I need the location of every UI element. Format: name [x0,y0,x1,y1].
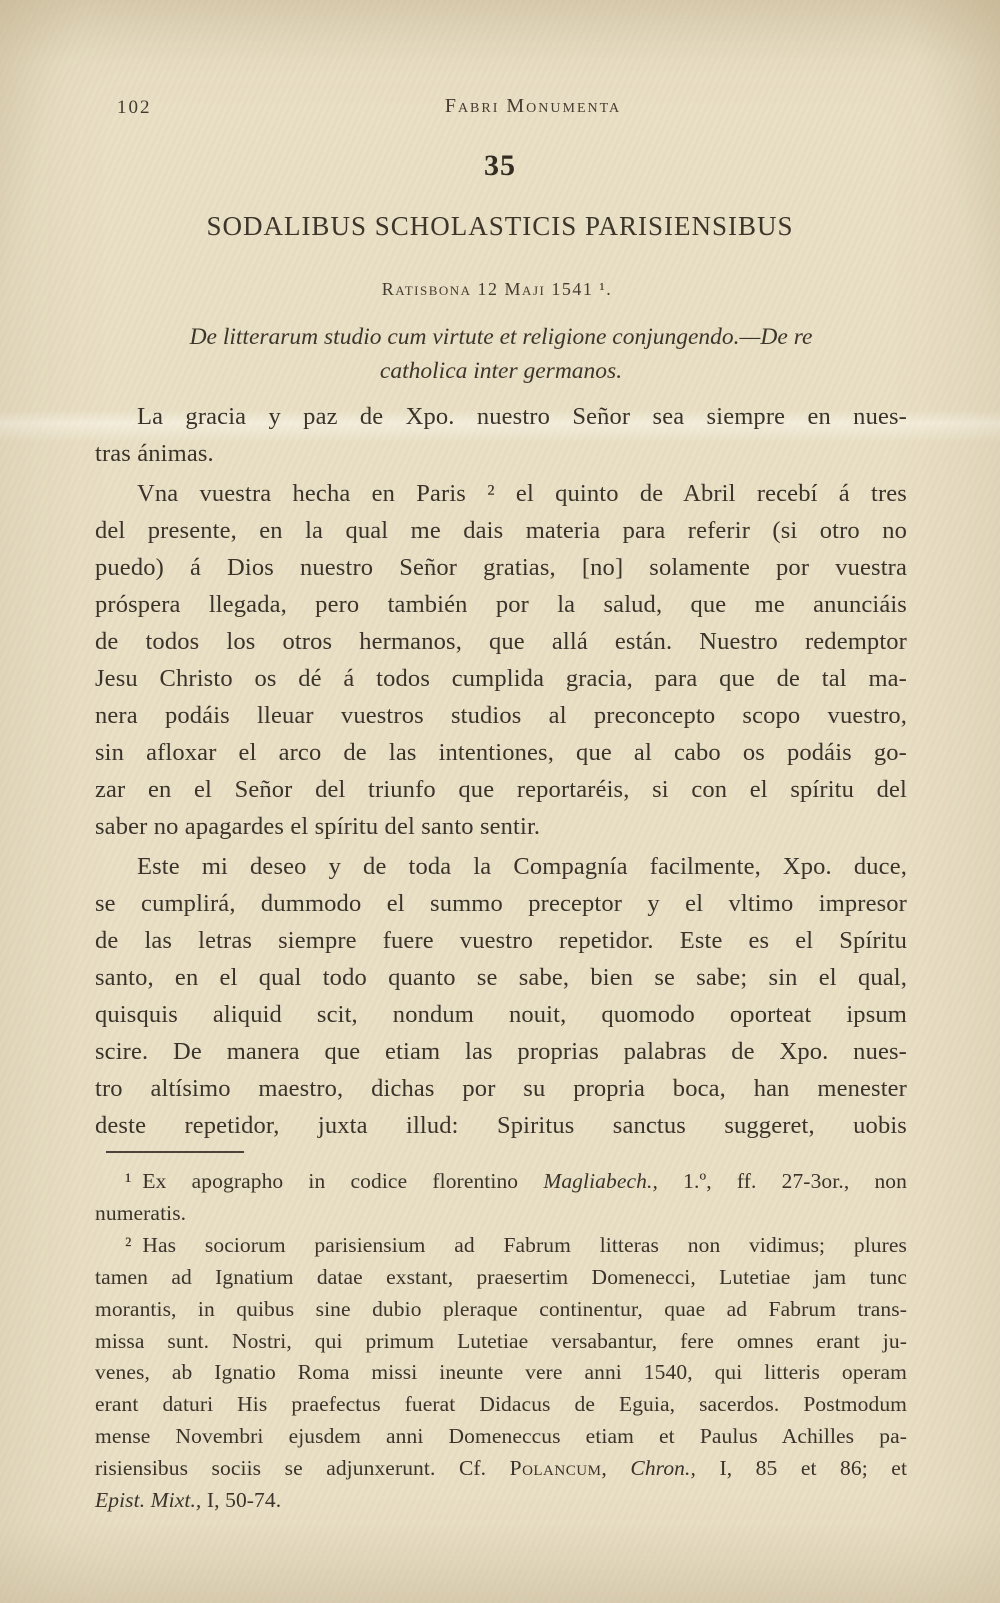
footnote-line: missa sunt. Nostri, qui primum Lutetiae versabantur, fere omnes erant ju- [95,1328,907,1353]
body-line: nera podáis lleuar vuestros studios al preconcepto scopo vuestro, [95,702,907,729]
footnote-line: Epist. Mixt., I, 50-74. [95,1488,282,1513]
body-line: tras ánimas. [95,440,214,467]
summary-argument [95,321,907,388]
footnote-line: risiensibus sociis se adjunxerunt. Cf. Polancum, Chron., I, 85 et 86; et [95,1456,908,1481]
footnote-line: numeratis. [95,1200,187,1225]
footnote-line: morantis, in quibus sine dubio pleraque continentur, quae ad Fabrum trans- [95,1296,907,1321]
body-line: deste repetidor, juxta illud: Spiritus sanctus suggeret, uobis [95,1112,907,1139]
paragraph-letter-1 [95,475,907,845]
running-title: Fabri Monumenta [444,95,622,117]
footnote-line: erant daturi His praefectus fuerat Didacus de Eguia, sacerdos. Postmodum [95,1392,907,1417]
body-line: tro altísimo maestro, dichas por su propria boca, han menester [95,1075,907,1102]
footnote-line: tamen ad Ignatium datae exstant, praesertim Domenecci, Lutetiae jam tunc [95,1264,907,1289]
running-head [0,97,1000,123]
body-line: Jesu Christo os dé á todos cumplida gracia, para que de tal ma- [95,665,907,692]
body-line: zar en el Señor del triunfo que reportaréis, si con el spíritu del [95,776,907,803]
footnote-1 [95,1166,907,1230]
document-title: SODALIBUS SCHOLASTICIS PARISIENSIBUS [206,211,794,241]
dateline: Ratisbona 12 Maji 1541 ¹. [381,279,613,299]
summary-line: De litterarum studio cum virtute et religione conjungendo.—De re [189,324,813,350]
body-line: quisquis aliquid scit, nondum nouit, quomodo oporteat ipsum [95,1001,907,1028]
body-line: saber no apagardes el spíritu del santo sentir. [95,813,541,840]
footnote-separator-rule [106,1151,244,1153]
body-line: Este mi deseo y de toda la Compagnía facilmente, Xpo. duce, [137,853,907,880]
body-line: del presente, en la qual me dais materia para referir (si otro no [95,517,907,544]
footnote-line: mense Novembri ejusdem anni Domeneccus etiam et Paulus Achilles pa- [95,1424,907,1449]
footnote-line: ² Has sociorum parisiensium ad Fabrum litteras non vidimus; plures [125,1232,907,1257]
page-number: 102 [117,97,152,118]
paragraph-salutation [95,398,907,472]
section-number: 35 [484,149,516,182]
body-line: santo, en el qual todo quanto se sabe, bien se sabe; sin el qual, [95,964,907,991]
body-line: de las letras siempre fuere vuestro repetidor. Este es el Spíritu [95,927,907,954]
footnote-line: ¹ Ex apographo in codice florentino Magliabech., 1.º, ff. 27-3or., non [125,1169,907,1193]
paragraph-letter-2 [95,848,907,1144]
body-line: se cumplirá, dummodo el summo preceptor y el vltimo impresor [95,890,907,917]
footnote-2 [95,1230,907,1517]
body-line: scire. De manera que etiam las proprias palabras de Xpo. nues- [95,1038,907,1065]
body-line: de todos los otros hermanos, que allá están. Nuestro redemptor [95,628,907,655]
body-line: sin afloxar el arco de las intentiones, que al cabo os podáis go- [95,739,907,766]
body-line: próspera llegada, pero también por la salud, que me anunciáis [95,591,907,618]
letter-body [95,398,907,1144]
summary-line: catholica inter germanos. [379,357,623,384]
body-line: La gracia y paz de Xpo. nuestro Señor sea siempre en nues- [137,403,907,430]
body-line: Vna vuestra hecha en Paris ² el quinto de Abril recebí á tres [137,480,907,507]
footnote-line: venes, ab Ignatio Roma missi ineunte vere anni 1540, qui litteris operam [95,1360,907,1385]
footnotes [95,1166,907,1517]
body-line: puedo) á Dios nuestro Señor gratias, [no] solamente por vuestra [95,554,907,581]
